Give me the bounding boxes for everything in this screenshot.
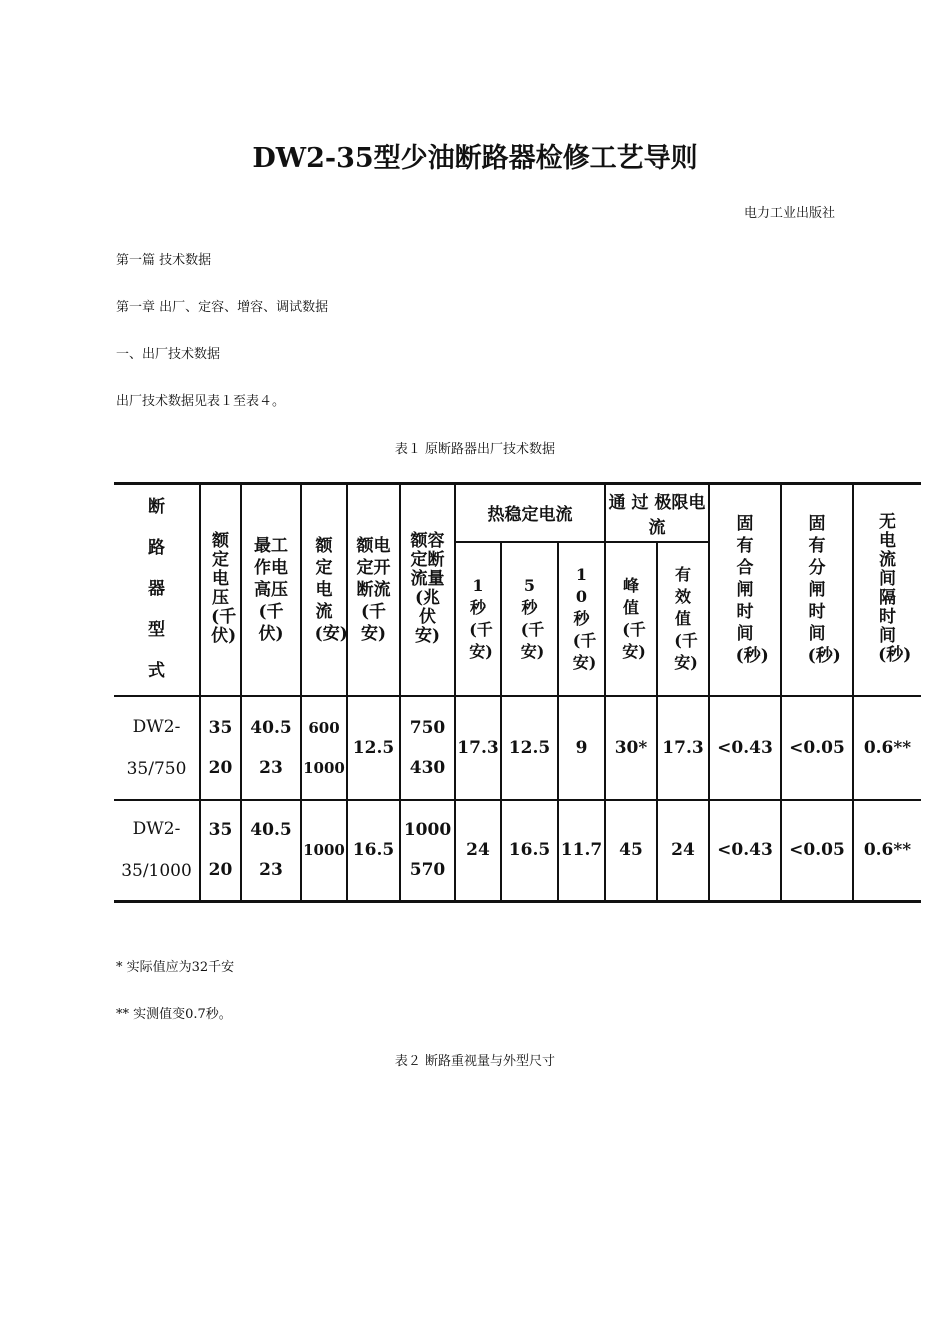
table2-caption: 表２ 断路重视量与外型尺寸 — [394, 1054, 556, 1069]
cell-open-time: <0.05 — [781, 696, 853, 800]
cell-thermal-5s: 12.5 — [501, 696, 558, 800]
header-rated-capacity: 额容定断流量(兆伏安) — [400, 484, 455, 696]
cell-thermal-10s: 9 — [558, 696, 605, 800]
cell-thermal-1s: 24 — [455, 800, 501, 902]
chapter-heading: 第一章 出厂、定容、增容、调试数据 — [116, 300, 329, 315]
header-limit-group: 通 过 极限电流 — [605, 484, 709, 542]
cell-rated-voltage: 35 20 — [200, 696, 241, 800]
footnote-1: * 实际值应为32千安 — [116, 960, 235, 975]
cell-rated-break: 12.5 — [347, 696, 400, 800]
cell-effective: 17.3 — [657, 696, 709, 800]
footnote-2: ** 实测值变0.7秒。 — [116, 1007, 232, 1022]
cell-thermal-5s: 16.5 — [501, 800, 558, 902]
cell-rated-capacity: 1000 570 — [400, 800, 455, 902]
cell-close-time: <0.43 — [709, 800, 781, 902]
header-effective: 有效值(千安) — [657, 542, 709, 696]
header-rated-break: 额电定开断流(千安) — [347, 484, 400, 696]
cell-close-time: <0.43 — [709, 696, 781, 800]
cell-rated-voltage: 35 20 — [200, 800, 241, 902]
cell-peak: 45 — [605, 800, 657, 902]
header-thermal-group: 热稳定电流 — [455, 484, 605, 542]
table-row — [114, 800, 921, 902]
table-row — [114, 696, 921, 800]
intro-paragraph: 出厂技术数据见表１至表４。 — [116, 394, 286, 409]
cell-rated-current: 1000 — [301, 800, 347, 902]
cell-rated-capacity: 750 430 — [400, 696, 455, 800]
cell-open-time: <0.05 — [781, 800, 853, 902]
table1 — [114, 482, 921, 903]
cell-model: DW2- 35/750 — [114, 696, 200, 800]
header-model: 断路器型式 — [114, 484, 200, 696]
table1-caption: 表１ 原断路器出厂技术数据 — [394, 442, 556, 457]
cell-rated-current: 600 1000 — [301, 696, 347, 800]
header-peak: 峰值(千安) — [605, 542, 657, 696]
header-close-time: 固有合闸时间(秒) — [709, 484, 781, 696]
section-heading: 第一篇 技术数据 — [116, 253, 212, 268]
header-rated-current: 额定电流(安) — [301, 484, 347, 696]
cell-dead-time: 0.6** — [853, 800, 921, 902]
header-thermal-1s: 1 秒(千安) — [455, 542, 501, 696]
cell-model: DW2- 35/1000 — [114, 800, 200, 902]
cell-thermal-1s: 17.3 — [455, 696, 501, 800]
header-thermal-10s: 10 秒(千安) — [558, 542, 605, 696]
header-max-voltage: 最工作电高压(千伏) — [241, 484, 301, 696]
subsection-heading: 一、出厂技术数据 — [116, 347, 221, 362]
document-title: DW2-35型少油断路器检修工艺导则 — [252, 143, 698, 174]
cell-peak: 30* — [605, 696, 657, 800]
header-rated-voltage: 额定电压(千伏) — [200, 484, 241, 696]
header-thermal-5s: 5 秒(千安) — [501, 542, 558, 696]
cell-max-voltage: 40.5 23 — [241, 800, 301, 902]
header-dead-time: 无电流间隔时间(秒) — [853, 484, 921, 696]
cell-effective: 24 — [657, 800, 709, 902]
header-open-time: 固有分闸时间(秒) — [781, 484, 853, 696]
cell-rated-break: 16.5 — [347, 800, 400, 902]
cell-dead-time: 0.6** — [853, 696, 921, 800]
publisher: 电力工业出版社 — [743, 206, 835, 221]
cell-thermal-10s: 11.7 — [558, 800, 605, 902]
cell-max-voltage: 40.5 23 — [241, 696, 301, 800]
